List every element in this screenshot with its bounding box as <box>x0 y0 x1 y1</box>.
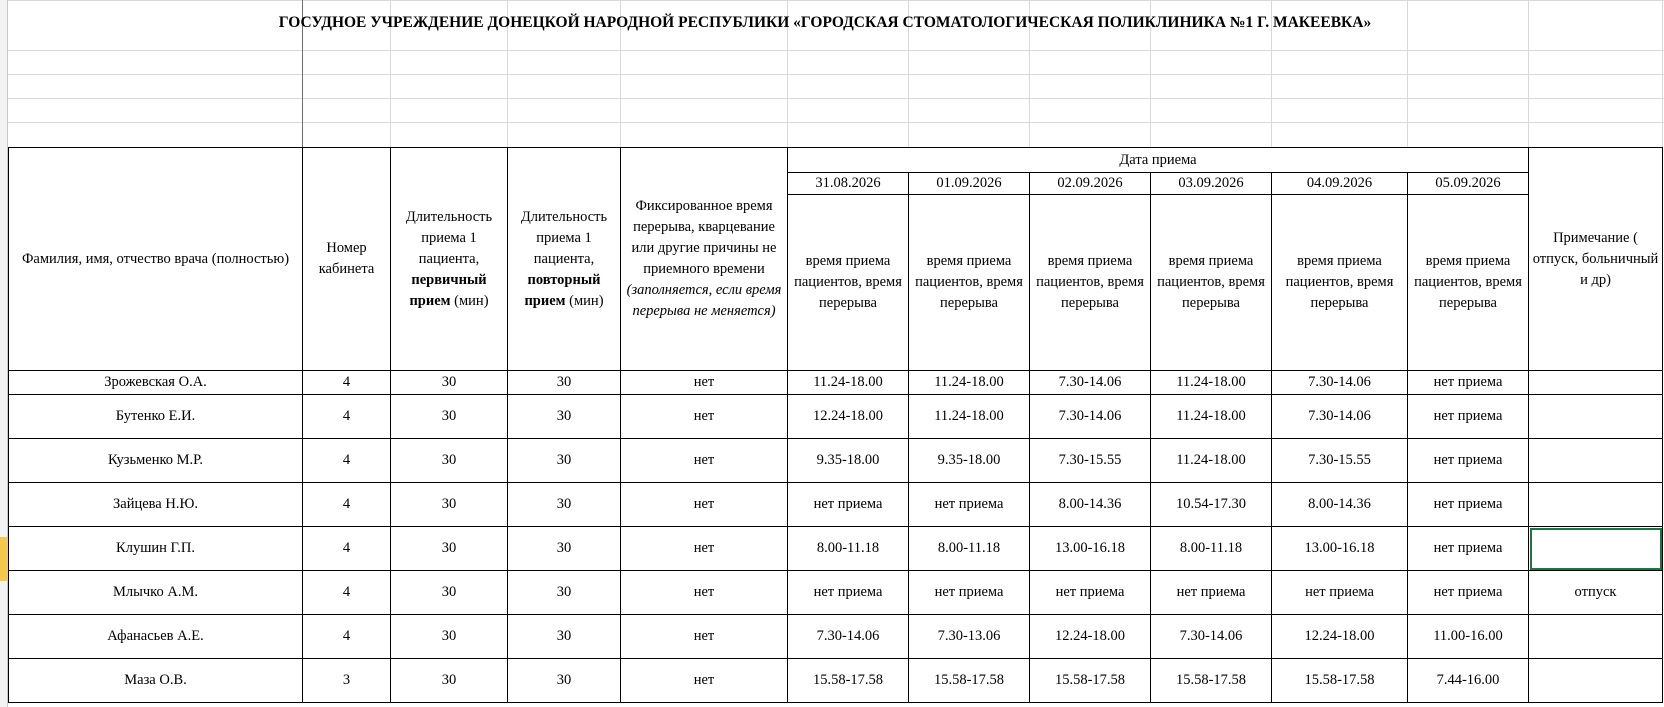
duration-repeat-cell[interactable]: 30 <box>508 615 621 659</box>
schedule-cell[interactable]: 7.30-14.06 <box>1272 371 1408 395</box>
cabinet-cell[interactable]: 4 <box>303 371 391 395</box>
schedule-cell[interactable]: 7.30-14.06 <box>1151 615 1272 659</box>
note-cell[interactable] <box>1529 615 1663 659</box>
schedule-cell[interactable]: 8.00-11.18 <box>909 527 1030 571</box>
schedule-cell[interactable]: 13.00-16.18 <box>1030 527 1151 571</box>
header-break-time-main: Фиксированное время перерыва, кварцевание или другие причины не приемного времени <box>631 198 777 277</box>
table-row <box>9 395 1663 439</box>
schedule-cell[interactable]: 7.30-14.06 <box>1030 395 1151 439</box>
break-cell[interactable]: нет <box>621 483 788 527</box>
cabinet-cell[interactable]: 4 <box>303 439 391 483</box>
header-doctor-name[interactable]: Фамилия, имя, отчество врача (полностью) <box>9 148 303 371</box>
doctor-name-cell[interactable]: Маза О.В. <box>9 659 303 703</box>
schedule-cell[interactable]: 12.24-18.00 <box>788 395 909 439</box>
header-date[interactable]: 02.09.2026 <box>1030 173 1151 195</box>
schedule-cell[interactable]: 7.30-14.06 <box>1272 395 1408 439</box>
schedule-cell[interactable]: нет приема <box>1408 439 1529 483</box>
break-cell[interactable]: нет <box>621 615 788 659</box>
schedule-cell[interactable]: 15.58-17.58 <box>1151 659 1272 703</box>
header-duration-repeat-pre: Длительность приема 1 пациента, <box>520 208 608 267</box>
schedule-cell[interactable]: 8.00-11.18 <box>1151 527 1272 571</box>
schedule-cell[interactable]: 7.30-14.06 <box>1030 371 1151 395</box>
schedule-cell[interactable]: нет приема <box>1272 571 1408 615</box>
schedule-cell[interactable]: 9.35-18.00 <box>909 439 1030 483</box>
schedule-cell[interactable]: нет приема <box>909 571 1030 615</box>
header-duration-repeat-post: (мин) <box>565 292 604 309</box>
header-duration-primary[interactable] <box>391 148 508 371</box>
schedule-cell[interactable]: 11.24-18.00 <box>909 371 1030 395</box>
schedule-cell[interactable]: 7.44-16.00 <box>1408 659 1529 703</box>
header-duration-primary-pre: Длительность приема 1 пациента, <box>405 208 493 267</box>
cabinet-cell[interactable]: 4 <box>303 527 391 571</box>
header-duration-repeat-bold: повторный прием <box>524 271 601 309</box>
table-row <box>9 659 1663 703</box>
schedule-cell[interactable]: 15.58-17.58 <box>1272 659 1408 703</box>
duration-primary-cell[interactable]: 30 <box>391 527 508 571</box>
schedule-cell[interactable]: 7.30-14.06 <box>788 615 909 659</box>
header-date[interactable]: 03.09.2026 <box>1151 173 1272 195</box>
doctor-name-cell[interactable]: Кузьменко М.Р. <box>9 439 303 483</box>
schedule-cell[interactable]: нет приема <box>1408 483 1529 527</box>
header-date[interactable]: 01.09.2026 <box>909 173 1030 195</box>
header-duration-primary-bold: первичный прием <box>409 271 487 309</box>
schedule-cell[interactable]: 11.24-18.00 <box>1151 371 1272 395</box>
duration-primary-cell[interactable]: 30 <box>391 659 508 703</box>
schedule-cell[interactable]: 11.24-18.00 <box>1151 439 1272 483</box>
header-duration-primary-post: (мин) <box>450 292 489 309</box>
duration-primary-cell[interactable]: 30 <box>391 371 508 395</box>
break-cell[interactable]: нет <box>621 659 788 703</box>
cabinet-cell[interactable]: 4 <box>303 483 391 527</box>
break-cell[interactable]: нет <box>621 371 788 395</box>
schedule-cell[interactable]: нет приема <box>1408 571 1529 615</box>
note-cell[interactable] <box>1529 659 1663 703</box>
header-sublabel[interactable]: время приема пациентов, время перерыва <box>909 195 1030 371</box>
duration-repeat-cell[interactable]: 30 <box>508 571 621 615</box>
duration-repeat-cell[interactable]: 30 <box>508 527 621 571</box>
doctor-name-cell[interactable]: Клушин Г.П. <box>9 527 303 571</box>
schedule-cell[interactable]: 7.30-13.06 <box>909 615 1030 659</box>
header-sublabel[interactable]: время приема пациентов, время перерыва <box>788 195 909 371</box>
table-row <box>9 527 1663 571</box>
break-cell[interactable]: нет <box>621 439 788 483</box>
duration-primary-cell[interactable]: 30 <box>391 615 508 659</box>
note-cell[interactable] <box>1529 483 1663 527</box>
cabinet-cell[interactable]: 4 <box>303 615 391 659</box>
table-row <box>9 615 1663 659</box>
cabinet-cell[interactable]: 4 <box>303 571 391 615</box>
doctor-name-cell[interactable]: Афанасьев А.Е. <box>9 615 303 659</box>
schedule-cell[interactable]: 8.00-11.18 <box>788 527 909 571</box>
gridline <box>8 98 1664 99</box>
row-header-strip <box>0 0 8 707</box>
break-cell[interactable]: нет <box>621 395 788 439</box>
table-row <box>9 371 1663 395</box>
cabinet-cell[interactable]: 3 <box>303 659 391 703</box>
table-row <box>9 483 1663 527</box>
gridline <box>8 0 1664 1</box>
note-cell[interactable]: отпуск <box>1529 571 1663 615</box>
duration-repeat-cell[interactable]: 30 <box>508 395 621 439</box>
schedule-cell[interactable]: 11.24-18.00 <box>909 395 1030 439</box>
schedule-cell[interactable]: нет приема <box>1408 527 1529 571</box>
duration-primary-cell[interactable]: 30 <box>391 395 508 439</box>
doctor-name-cell[interactable]: Зрожевская О.А. <box>9 371 303 395</box>
duration-primary-cell[interactable]: 30 <box>391 571 508 615</box>
selected-row-marker <box>0 537 7 581</box>
schedule-cell[interactable]: нет приема <box>1030 571 1151 615</box>
schedule-cell[interactable]: 15.58-17.58 <box>909 659 1030 703</box>
schedule-table <box>8 147 1663 703</box>
duration-repeat-cell[interactable]: 30 <box>508 483 621 527</box>
note-cell[interactable] <box>1529 395 1663 439</box>
schedule-cell[interactable]: нет приема <box>909 483 1030 527</box>
cabinet-cell[interactable]: 4 <box>303 395 391 439</box>
schedule-cell[interactable]: 7.30-15.55 <box>1030 439 1151 483</box>
header-date[interactable]: 04.09.2026 <box>1272 173 1408 195</box>
schedule-cell[interactable]: 11.00-16.00 <box>1408 615 1529 659</box>
note-cell[interactable] <box>1529 527 1663 571</box>
duration-repeat-cell[interactable]: 30 <box>508 439 621 483</box>
gridline <box>8 74 1664 75</box>
schedule-cell[interactable]: 7.30-15.55 <box>1272 439 1408 483</box>
note-cell[interactable] <box>1529 439 1663 483</box>
schedule-cell[interactable]: 8.00-14.36 <box>1030 483 1151 527</box>
schedule-cell[interactable]: нет приема <box>788 571 909 615</box>
schedule-cell[interactable]: нет приема <box>788 483 909 527</box>
header-date[interactable]: 05.09.2026 <box>1408 173 1529 195</box>
break-cell[interactable]: нет <box>621 571 788 615</box>
schedule-cell[interactable]: 15.58-17.58 <box>788 659 909 703</box>
note-cell[interactable] <box>1529 371 1663 395</box>
duration-repeat-cell[interactable]: 30 <box>508 659 621 703</box>
schedule-cell[interactable]: 11.24-18.00 <box>1151 395 1272 439</box>
schedule-cell[interactable]: 12.24-18.00 <box>1030 615 1151 659</box>
header-cabinet[interactable]: Номер кабинета <box>303 148 391 371</box>
doctor-name-cell[interactable]: Бутенко Е.И. <box>9 395 303 439</box>
schedule-cell[interactable]: 11.24-18.00 <box>788 371 909 395</box>
break-cell[interactable]: нет <box>621 527 788 571</box>
duration-primary-cell[interactable]: 30 <box>391 483 508 527</box>
doctor-name-cell[interactable]: Зайцева Н.Ю. <box>9 483 303 527</box>
schedule-cell[interactable]: нет приема <box>1151 571 1272 615</box>
table-row <box>9 439 1663 483</box>
header-break-time[interactable] <box>621 148 788 371</box>
schedule-cell[interactable]: нет приема <box>1408 371 1529 395</box>
header-sublabel[interactable]: время приема пациентов, время перерыва <box>1408 195 1529 371</box>
header-sublabel[interactable]: время приема пациентов, время перерыва <box>1151 195 1272 371</box>
schedule-cell[interactable]: нет приема <box>1408 395 1529 439</box>
schedule-cell[interactable]: 8.00-14.36 <box>1272 483 1408 527</box>
schedule-cell[interactable]: 9.35-18.00 <box>788 439 909 483</box>
schedule-cell[interactable]: 15.58-17.58 <box>1030 659 1151 703</box>
header-note[interactable]: Примечание ( отпуск, больничный и др) <box>1529 148 1663 371</box>
gridline <box>8 50 1664 51</box>
table-row <box>9 571 1663 615</box>
gridline <box>8 122 1664 123</box>
header-sublabel[interactable]: время приема пациентов, время перерыва <box>1030 195 1151 371</box>
header-duration-repeat[interactable] <box>508 148 621 371</box>
header-break-time-italic: (заполняется, если время перерыва не меняется) <box>626 282 782 319</box>
header-date[interactable]: 31.08.2026 <box>788 173 909 195</box>
duration-repeat-cell[interactable]: 30 <box>508 371 621 395</box>
schedule-cell[interactable]: 13.00-16.18 <box>1272 527 1408 571</box>
header-date-group[interactable]: Дата приема <box>788 148 1529 173</box>
doctor-name-cell[interactable]: Млычко А.М. <box>9 571 303 615</box>
duration-primary-cell[interactable]: 30 <box>391 439 508 483</box>
schedule-cell[interactable]: 10.54-17.30 <box>1151 483 1272 527</box>
document-title: ГОСУДНОЕ УЧРЕЖДЕНИЕ ДОНЕЦКОЙ НАРОДНОЙ РЕСПУБЛИКИ «ГОРОДСКАЯ СТОМАТОЛОГИЧЕСКАЯ ПОЛИКЛИНИКА №1 Г. МАКЕЕВКА» <box>278 14 1372 31</box>
schedule-cell[interactable]: 12.24-18.00 <box>1272 615 1408 659</box>
header-sublabel[interactable]: время приема пациентов, время перерыва <box>1272 195 1408 371</box>
